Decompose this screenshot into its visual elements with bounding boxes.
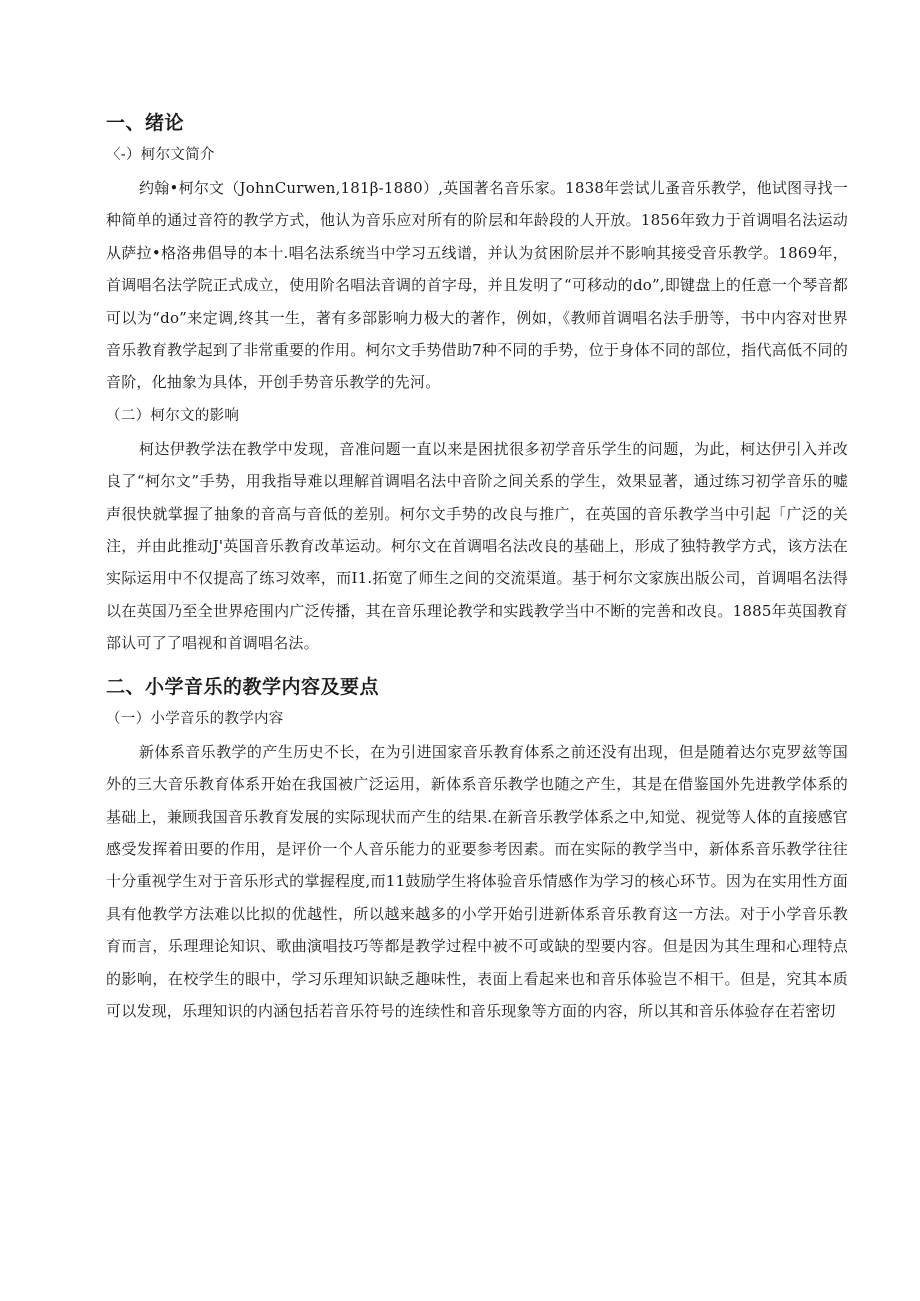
paragraph-curwen-intro: 约翰•柯尔文（JohnCurwen,181β-1880）,英国著名音乐家。1838年尝试儿蚤音乐教学，他试图寻找一种简单的通过音符的教学方式，他认为音乐应对所有的阶层和年龄段的人开放。1856年致力于首调唱名法运动从萨拉•格洛弗倡导的本十.唱名法系统当中学习五线谱，并认为贫困阶层并不影响其接受音乐教学。1869年，首调唱名法学院正式成立，使用阶名唱法音调的首字母，并且发明了“可移动的do”,即键盘上的任意一个琴音都可以为“do”来定调,终其一生，著有多部影响力极大的著作，例如，《教师首调唱名法手册等，书中内容对世界音乐教育教学起到了非常重要的作用。柯尔文手势借助7种不同的手势，位于身体不同的部位，指代高低不同的音阶，化抽象为具体，开创手势音乐教学的先河。	[106, 179, 848, 392]
section-heading-teaching-content: 二、小学音乐的教学内容及要点	[106, 675, 380, 698]
subsection-heading-primary-music-content: （一）小学音乐的教学内容	[106, 710, 284, 727]
paragraph-primary-music-content: 新体系音乐教学的产生历史不长，在为引进国家音乐教育体系之前还没有出现，但是随着达尔克罗兹等国外的三大音乐教育体系开始在我国被广泛运用，新体系音乐教学也随之产生，其是在借鉴国外先进教学体系的基础上，兼顾我国音乐教育发展的实际现状而产生的结果.在新音乐教学体系之中,知觉、视觉等人体的直接感官感受发挥着田要的作用，是评价一个人音乐能力的亚要参考因素。而在实际的教学当中，新体系音乐教学往往十分重视学生对于音乐形式的掌握程度,而11鼓励学生将体验音乐情感作为学习的核心环节。因为在实用性方面具有他教学方法难以比拟的优越性，所以越来越多的小学开始引进新体系音乐教育这一方法。对于小学音乐教育而言，乐理理论知识、歌曲演唱技巧等都是教学过程中被不可或缺的型要内容。但是因为其生理和心理特点的影响，在校学生的眼中，学习乐理知识缺乏趣味性，表面上看起来也和音乐体验岂不相干。但是，究其本质可以发现，乐理知识的内涵包括若音乐符号的连续性和音乐现象等方面的内容，所以其和音乐体验存在若密切	[106, 742, 848, 1020]
section-heading-introduction: 一、绪论	[106, 112, 185, 134]
subsection-heading-curwen-intro: 〈-）柯尔文简介	[106, 147, 215, 163]
subsection-heading-curwen-influence: （二）柯尔文的影响	[106, 407, 240, 424]
document-page	[106, 108, 848, 1027]
paragraph-curwen-influence: 柯达伊教学法在教学中发现，音准问题一直以来是困扰很多初学音乐学生的问题，为此，柯达伊引入并改良了“柯尔文”手势，用我指导难以理解首调唱名法中音阶之间关系的学生，效果显著，通过练习初学音乐的嘘声很快就掌握了抽象的音高与音低的差别。柯尔文手势的改良与推广，在英国的音乐教学当中引起「广泛的关注，并由此推动J'英国音乐教育改革运动。柯尔文在首调唱名法改良的基础上，形成了独特教学方式，该方法在实际运用中不仅提高了练习效率，而I1.拓宽了师生之间的交流渠道。基于柯尔文家族出版公司，首调唱名法得以在英国乃至全世界疮围内广泛传播，其在音乐理论教学和实践教学当中不断的完善和改良。1885年英国教育部认可了了唱视和首调唱名法。	[106, 439, 848, 653]
